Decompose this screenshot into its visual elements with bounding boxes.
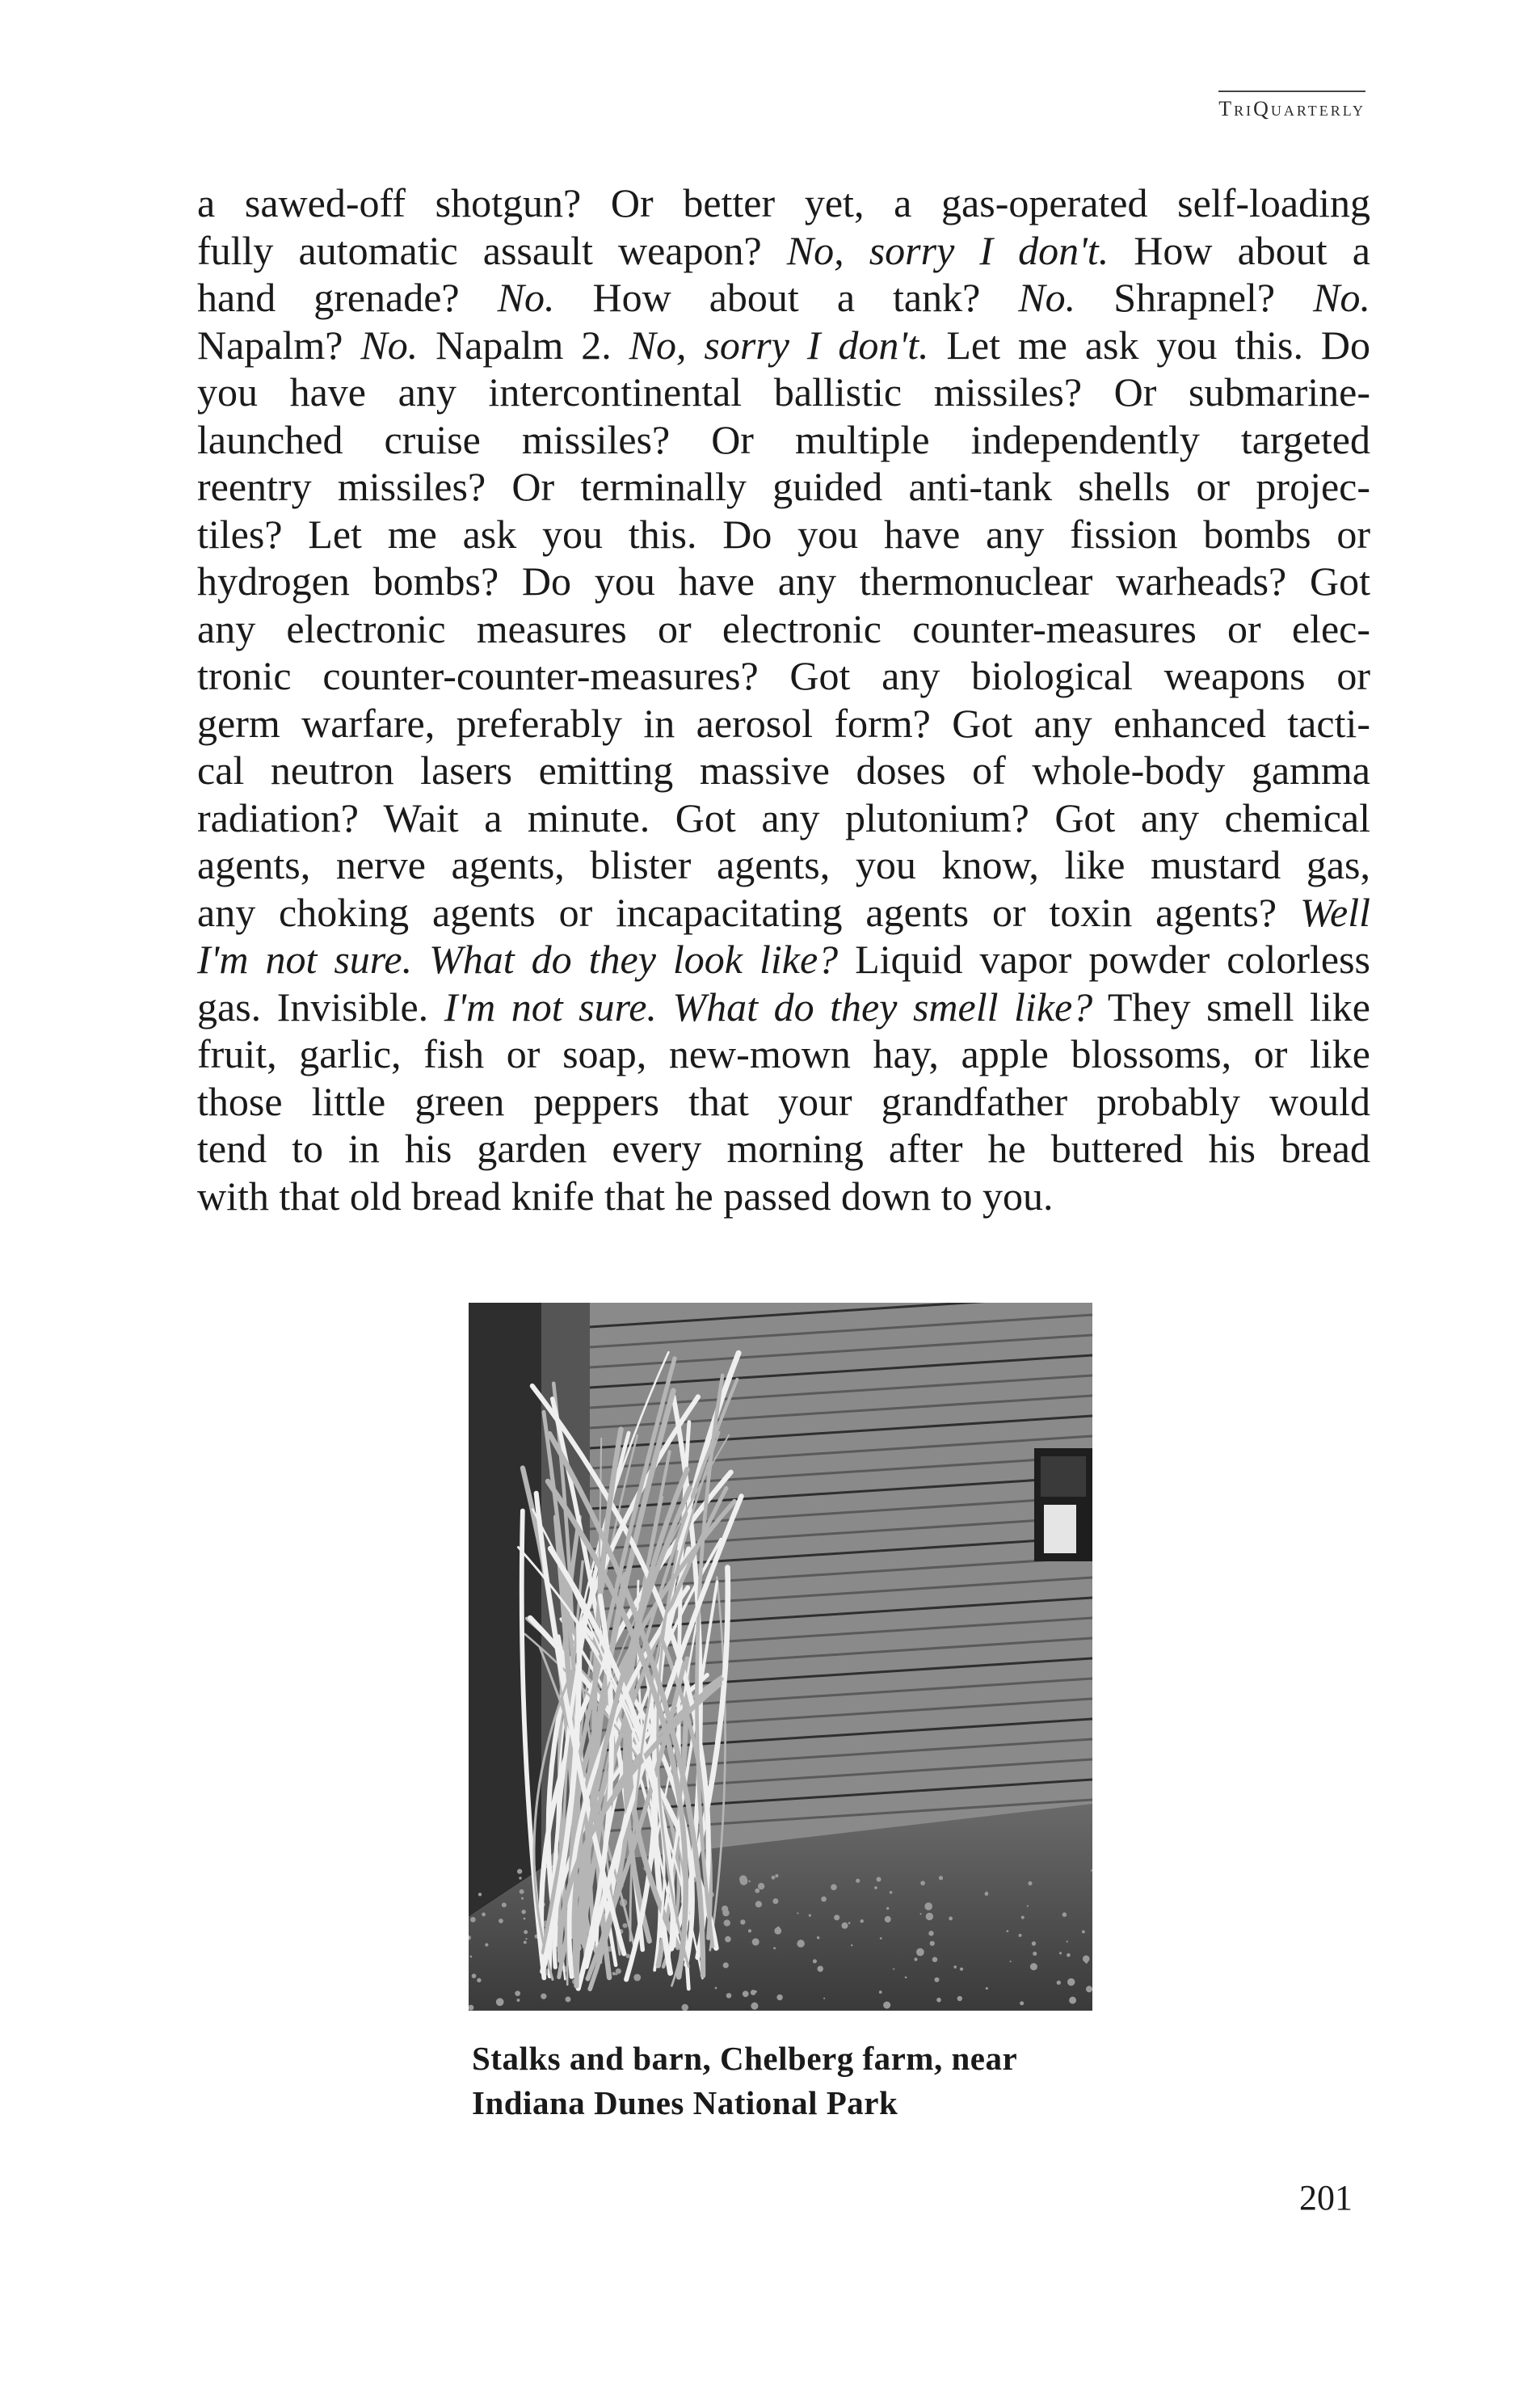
body-line xyxy=(197,369,1370,416)
body-line xyxy=(197,511,1370,558)
text-run: those little green peppers that your grandfather probably would xyxy=(197,1078,1370,1124)
text-run: hydrogen bombs? Do you have any thermonuclear warheads? Got xyxy=(197,558,1370,604)
body-line xyxy=(197,652,1370,700)
text-run: tronic counter-counter-measures? Got any biological weapons or xyxy=(197,653,1370,698)
body-line xyxy=(197,274,1370,322)
text-run: any electronic measures or electronic counter-measures or elec- xyxy=(197,605,1370,651)
italic-text: No, sorry I don't. xyxy=(629,322,929,368)
running-head: TriQuarterly xyxy=(1218,91,1365,121)
italic-text: No. xyxy=(1018,275,1076,320)
body-line xyxy=(197,416,1370,464)
text-run: with that old bread knife that he passed down to you. xyxy=(197,1173,1054,1219)
body-line xyxy=(197,1030,1370,1078)
text-run: fully automatic assault weapon? xyxy=(197,227,787,273)
italic-text: No, sorry I don't. xyxy=(786,227,1109,273)
body-line xyxy=(197,605,1370,653)
text-run: launched cruise missiles? Or multiple independently targeted xyxy=(197,416,1370,462)
body-line xyxy=(197,322,1370,369)
text-run: Napalm 2. xyxy=(418,322,629,368)
body-line xyxy=(197,936,1370,984)
page-number: 201 xyxy=(1299,2178,1353,2218)
body-line xyxy=(197,1173,1370,1220)
body-line xyxy=(197,841,1370,889)
text-run: cal neutron lasers emitting massive doses of whole-body gamma xyxy=(197,748,1370,793)
body-line xyxy=(197,1125,1370,1173)
body-line xyxy=(197,984,1370,1031)
text-run: fruit, garlic, fish or soap, new-mown hay, apple blossoms, or like xyxy=(197,1031,1370,1076)
text-run: hand grenade? xyxy=(197,275,498,320)
photo-stalks-and-barn xyxy=(469,1303,1092,2011)
text-run: radiation? Wait a minute. Got any plutonium? Got any chemical xyxy=(197,794,1370,840)
italic-text: Well xyxy=(1299,889,1370,935)
italic-text: No. xyxy=(497,275,555,320)
figure-caption xyxy=(472,2037,1134,2125)
text-run: tend to in his garden every morning after he buttered his bread xyxy=(197,1126,1370,1171)
italic-text: I'm not sure. What do they look like? xyxy=(197,937,839,982)
body-line xyxy=(197,747,1370,794)
text-run: How about a xyxy=(1109,227,1370,273)
body-line xyxy=(197,463,1370,511)
body-line xyxy=(197,558,1370,605)
text-run: a sawed-off shotgun? Or better yet, a gas-operated self-loading xyxy=(197,180,1370,225)
text-run: Napalm? xyxy=(197,322,361,368)
italic-text: No. xyxy=(1313,275,1370,320)
body-line xyxy=(197,700,1370,748)
body-line xyxy=(197,889,1370,937)
text-run: Let me ask you this. Do xyxy=(928,322,1370,368)
body-line xyxy=(197,179,1370,227)
text-run: Shrapnel? xyxy=(1075,275,1314,320)
text-run: They smell like xyxy=(1092,984,1370,1030)
text-run: gas. Invisible. xyxy=(197,984,444,1030)
text-run: Liquid vapor powder colorless xyxy=(838,937,1370,982)
caption-line-2: Indiana Dunes National Park xyxy=(472,2084,898,2121)
text-run: reentry missiles? Or terminally guided anti-tank shells or projec- xyxy=(197,464,1370,509)
text-run: germ warfare, preferably in aerosol form? Got any enhanced tacti- xyxy=(197,700,1370,746)
italic-text: No. xyxy=(360,322,419,368)
caption-line-1: Stalks and barn, Chelberg farm, near xyxy=(472,2040,1018,2077)
body-line xyxy=(197,1078,1370,1126)
body-text xyxy=(197,179,1370,1219)
text-run: agents, nerve agents, blister agents, you know, like mustard gas, xyxy=(197,842,1370,887)
text-run: you have any intercontinental ballistic missiles? Or submarine- xyxy=(197,369,1370,415)
text-run: any choking agents or incapacitating agents or toxin agents? xyxy=(197,889,1300,935)
italic-text: I'm not sure. What do they smell like? xyxy=(444,984,1093,1030)
text-run: tiles? Let me ask you this. Do you have any fission bombs or xyxy=(197,511,1370,557)
body-line xyxy=(197,227,1370,275)
text-run: How about a tank? xyxy=(554,275,1019,320)
body-line xyxy=(197,794,1370,842)
